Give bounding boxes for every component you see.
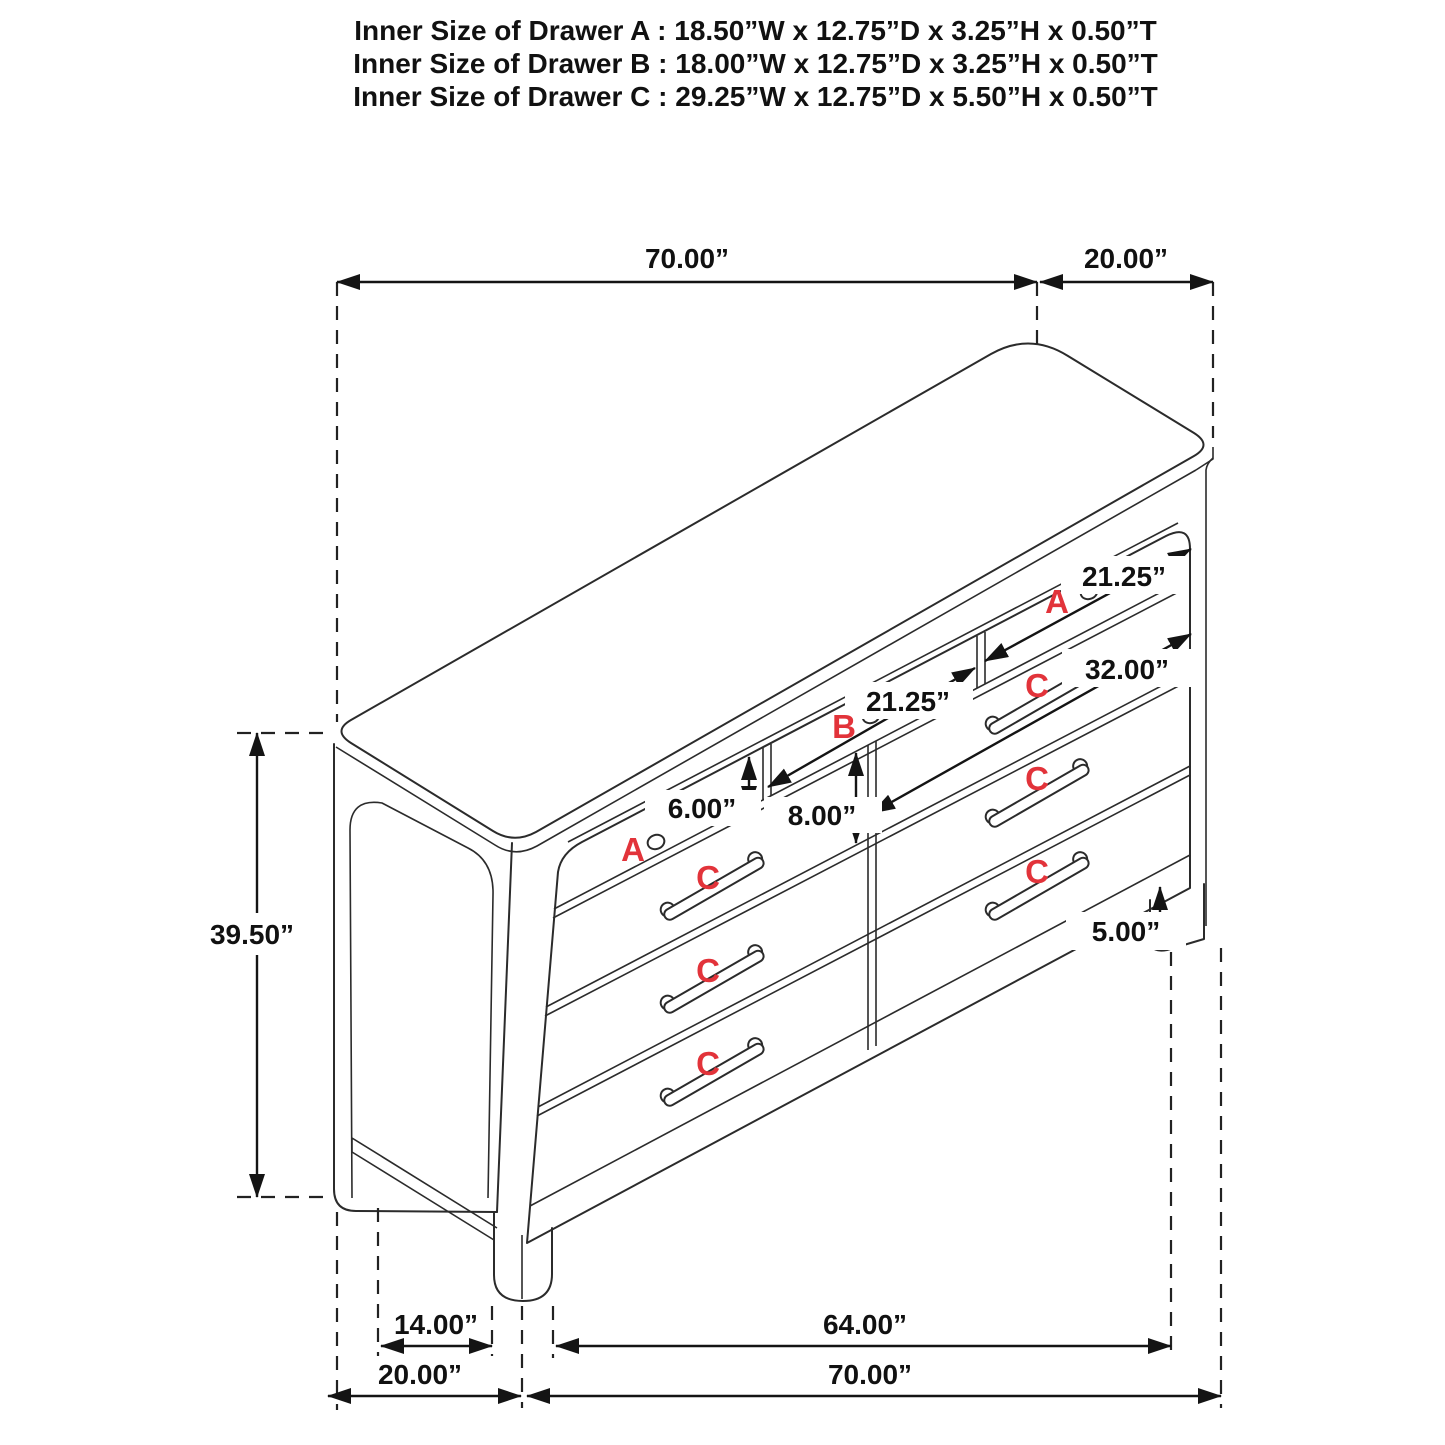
dim-label-drawer-c-width: 32.00” [1084, 654, 1170, 685]
dim-leg-height [1066, 887, 1186, 950]
dim-bottom-depth [328, 1359, 521, 1396]
drawer-row-gap-1 [553, 577, 1190, 918]
bottom-rail-top [530, 855, 1190, 1206]
dim-label-bottom-inner-width: 64.00” [822, 1309, 908, 1340]
dim-label-top-depth: 20.00” [1083, 243, 1169, 274]
side-bottom-rail [352, 1138, 497, 1240]
dim-label-large-drawer-height: 8.00” [787, 800, 857, 831]
drawer-label-c2-left: C [696, 952, 720, 989]
dim-label-top-width: 70.00” [644, 243, 730, 274]
dim-label-drawer-b-width: 21.25” [865, 686, 951, 717]
drawer-label-a-right: A [1045, 583, 1069, 620]
dimension-annotations [190, 243, 1221, 1396]
dim-bottom-width [527, 1359, 1221, 1396]
dim-label-bottom-width: 70.00” [827, 1359, 913, 1390]
divider-center [868, 741, 876, 1050]
drawer-label-b: B [832, 708, 856, 745]
drawer-label-c1-left: C [696, 859, 720, 896]
dim-bottom-inner-width [556, 1309, 1171, 1346]
dim-label-small-drawer-height: 6.00” [667, 793, 737, 824]
dim-large-drawer-height [764, 753, 882, 843]
divider-a-b [763, 744, 771, 800]
inner-size-drawer-a: Inner Size of Drawer A : 18.50”W x 12.75”D x 3.25”H x 0.50”T [354, 15, 1157, 46]
dim-label-leg-height: 5.00” [1091, 916, 1161, 947]
dim-small-drawer-height [645, 757, 761, 826]
drawer-knob [646, 833, 667, 852]
dim-label-bottom-depth: 20.00” [377, 1359, 463, 1390]
drawer-label-c3-right: C [1025, 853, 1049, 890]
dim-drawer-a-width [985, 549, 1191, 661]
dim-label-bottom-side-inset: 14.00” [393, 1309, 479, 1340]
dim-label-drawer-a-width: 21.25” [1081, 561, 1167, 592]
drawer-label-a-left: A [621, 831, 645, 868]
dim-bottom-side-inset [381, 1309, 492, 1346]
drawer-label-c3-left: C [696, 1045, 720, 1082]
drawer-label-c2-right: C [1025, 760, 1049, 797]
divider-b-a [977, 632, 985, 688]
front-left-leg [494, 1213, 552, 1301]
dim-top-width [337, 243, 1037, 282]
right-edge [1206, 458, 1213, 926]
inner-size-drawer-b: Inner Size of Drawer B : 18.00”W x 12.75”D x 3.25”H x 0.50”T [353, 48, 1158, 79]
side-panel [334, 744, 512, 1240]
drawer-label-c1-right: C [1025, 667, 1049, 704]
dim-top-depth [1040, 243, 1213, 282]
dim-overall-height [190, 733, 315, 1197]
dim-label-overall-height: 39.50” [209, 919, 295, 950]
inner-size-drawer-c: Inner Size of Drawer C : 29.25”W x 12.75”D x 5.50”H x 0.50”T [353, 81, 1158, 112]
extension-lines [237, 282, 1221, 1410]
